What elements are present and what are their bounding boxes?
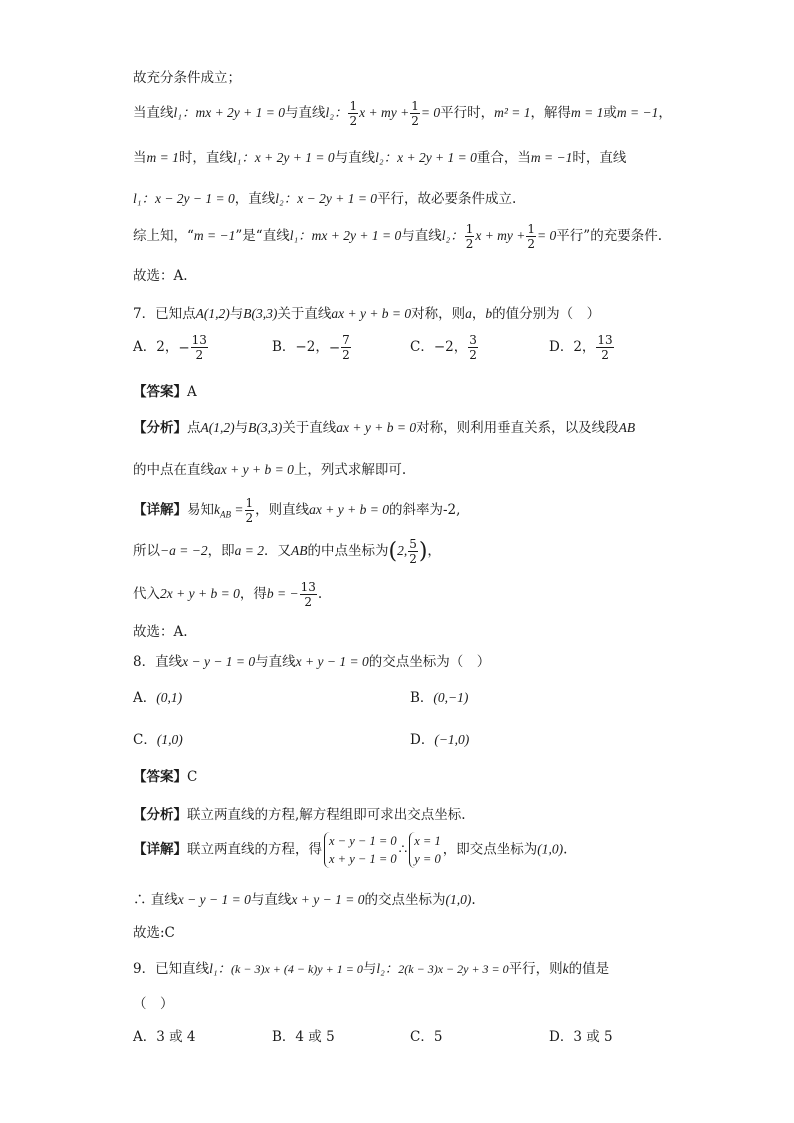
- text: .: [317, 586, 323, 602]
- math: ：mx + 2y + 1 = 0: [298, 228, 402, 243]
- math: l₁: [289, 228, 299, 243]
- sentence: 故充分条件成立；: [133, 70, 241, 86]
- math: AB: [290, 543, 308, 558]
- text: 平行”的充要条件.: [556, 228, 662, 244]
- math: b: [485, 306, 493, 321]
- analysis-tag: 【分析】: [133, 807, 187, 823]
- math: l₂: [375, 150, 384, 165]
- option-a[interactable]: [133, 686, 182, 706]
- option-text: A．3 或 4: [133, 1029, 196, 1045]
- math: l₁: [232, 150, 242, 165]
- math: ax + y + b = 0: [331, 306, 412, 321]
- answer-conclusion: 故选:C: [133, 925, 175, 941]
- text: ，即: [207, 543, 235, 559]
- denominator: 2: [245, 511, 254, 525]
- text: 与直线: [285, 105, 326, 121]
- math: 2(k − 3)x − 2y + 3 = 0: [398, 962, 509, 976]
- fraction: [596, 334, 613, 361]
- math: ax + y + b = 0: [309, 502, 389, 517]
- text: 与直线: [250, 892, 292, 908]
- fraction: [468, 334, 478, 361]
- fraction: [465, 223, 475, 250]
- detail-row-3: [133, 581, 322, 608]
- question-9: [133, 957, 609, 977]
- answer-blank: （ ）: [133, 996, 174, 1012]
- paren-open: (: [388, 539, 398, 564]
- text: 的斜率为-2,: [388, 502, 461, 518]
- math: x − y − 1 = 0: [177, 892, 251, 907]
- math: m = 1: [146, 150, 179, 165]
- fraction: [408, 538, 418, 565]
- math: (1,0): [445, 892, 472, 907]
- option-value: (0,−1): [433, 690, 469, 705]
- option-text: B．4 或 5: [272, 1029, 335, 1045]
- minus-sign: −: [328, 339, 341, 356]
- math: ：: [333, 105, 348, 120]
- denominator: 2: [601, 348, 609, 362]
- text: 与直线: [334, 150, 376, 166]
- math: l₂: [441, 228, 451, 243]
- detail-tag: 【详解】: [133, 502, 187, 518]
- equation: x + y − 1 = 0: [329, 852, 397, 866]
- text: 的中点坐标为: [307, 543, 389, 559]
- denominator: 2: [527, 237, 536, 251]
- text: 的值是: [568, 961, 610, 977]
- option-label: D．: [410, 732, 435, 748]
- paren-close: ): [418, 539, 428, 564]
- detail-row: [133, 497, 460, 524]
- text: 关于直线: [277, 306, 332, 322]
- math: (k − 3)x + (4 − k)y + 1 = 0: [231, 962, 363, 976]
- fraction: [410, 100, 420, 127]
- math: 2x + y + b = 0: [160, 586, 240, 601]
- denominator: 2: [409, 552, 417, 566]
- text: 当: [133, 150, 147, 166]
- denominator: 2: [304, 595, 313, 609]
- denominator: 2: [342, 348, 350, 362]
- math: m² = 1: [494, 105, 531, 120]
- math: b = −: [266, 586, 299, 601]
- numerator: 13: [597, 333, 613, 347]
- equation-system: [324, 832, 397, 868]
- text: ，解得: [530, 105, 572, 121]
- math: = 0: [537, 228, 557, 243]
- math: m = 1: [571, 105, 604, 120]
- math: B(3,3): [248, 420, 283, 435]
- math: l₂: [325, 105, 334, 120]
- option-text: D．3 或 5: [549, 1029, 613, 1045]
- option-c[interactable]: [410, 1025, 442, 1045]
- fraction: [341, 334, 351, 361]
- math: AB: [618, 420, 636, 435]
- text: 综上知，“: [133, 228, 194, 244]
- numerator: 1: [465, 222, 474, 236]
- fraction: [245, 497, 255, 524]
- text: 联立两直线的方程，得: [187, 841, 322, 858]
- option-label: A．: [133, 690, 157, 706]
- math: ：x + 2y + 1 = 0: [241, 150, 335, 165]
- text: ∴ 直线: [133, 892, 178, 908]
- option-value: (−1,0): [434, 732, 470, 747]
- text: ，即交点坐标为: [442, 841, 538, 858]
- equation: x − y − 1 = 0: [329, 834, 397, 848]
- option-label: C．−2，: [410, 339, 468, 355]
- text: 所以: [133, 543, 160, 559]
- text: 平行时，: [440, 105, 495, 121]
- denominator: 2: [195, 348, 204, 362]
- option-d[interactable]: [410, 728, 469, 748]
- text-line: [133, 187, 516, 207]
- fraction: [300, 581, 317, 608]
- text: 的值分别为（ ）: [492, 306, 601, 322]
- math: l₁: [209, 961, 218, 976]
- math: l₁: [133, 191, 142, 206]
- math: B(3,3): [243, 306, 278, 321]
- numerator: 7: [342, 333, 350, 347]
- math: ：x + 2y + 1 = 0: [383, 150, 477, 165]
- text: 当直线: [133, 105, 174, 121]
- text: 时，直线: [178, 150, 233, 166]
- text: 8．直线: [133, 654, 183, 670]
- text: 代入: [133, 586, 160, 602]
- text-line: [133, 620, 188, 640]
- text: 9．已知直线: [133, 961, 210, 977]
- text: 时，直线: [572, 150, 627, 166]
- text: .: [471, 892, 476, 908]
- text: ，则直线: [255, 502, 310, 518]
- text: .: [563, 841, 568, 858]
- option-value: (1,0): [156, 732, 183, 747]
- math: l₂: [275, 191, 284, 206]
- text: 的交点坐标为（ ）: [368, 654, 491, 670]
- math: a: [465, 306, 472, 321]
- analysis-row-2: [133, 458, 406, 478]
- text: ．又: [263, 543, 291, 559]
- math: 2,: [397, 543, 408, 558]
- text: 与: [362, 961, 377, 977]
- equation: y = 0: [414, 852, 441, 866]
- math: x − y − 1 = 0: [182, 654, 256, 669]
- denominator: 2: [465, 237, 474, 251]
- option-text: C．5: [410, 1029, 443, 1045]
- math: m = −1: [616, 105, 659, 120]
- solution-system: [409, 832, 440, 868]
- option-d[interactable]: [549, 1025, 613, 1045]
- fraction: [348, 100, 358, 127]
- math: x + my +: [475, 228, 526, 243]
- text-line: [133, 66, 241, 86]
- text: ，: [658, 105, 672, 121]
- numerator: 1: [245, 496, 254, 510]
- math: ：: [217, 961, 232, 976]
- answer-row: [133, 765, 197, 785]
- math: x + y − 1 = 0: [295, 654, 369, 669]
- text: ，直线: [234, 191, 276, 207]
- text-line: [133, 264, 188, 284]
- detail-row-2: [133, 538, 441, 565]
- math: a = 2: [234, 543, 264, 558]
- math: A(1,2): [200, 420, 235, 435]
- text: 7．已知点: [133, 306, 196, 322]
- text: 上，列式求解即可.: [293, 462, 407, 478]
- denominator: 2: [411, 114, 419, 128]
- answer-conclusion: 故选：A.: [133, 624, 188, 640]
- math: ：x − 2y + 1 = 0: [283, 191, 378, 206]
- answer-row: [133, 380, 197, 400]
- answer-tag: 【答案】: [133, 769, 187, 785]
- numerator: 13: [191, 333, 207, 347]
- option-b[interactable]: [272, 334, 352, 361]
- analysis-row: [133, 803, 466, 823]
- math: k: [214, 502, 220, 517]
- math: l₁: [173, 105, 182, 120]
- math: l₂: [376, 961, 385, 976]
- text: 点: [187, 420, 201, 436]
- math: A(1,2): [195, 306, 230, 321]
- numerator: 1: [411, 99, 419, 113]
- answer-tag: 【答案】: [133, 384, 187, 400]
- numerator: 1: [349, 99, 358, 113]
- text: 联立两直线的方程,解方程组即可求出交点坐标.: [187, 807, 466, 823]
- math: (1,0): [537, 841, 564, 857]
- math: =: [231, 502, 244, 517]
- minus-sign: −: [178, 339, 190, 356]
- text: 平行，故必要条件成立.: [377, 191, 517, 207]
- option-c[interactable]: [133, 728, 183, 748]
- fraction: [191, 334, 208, 361]
- option-a[interactable]: [133, 334, 209, 361]
- answer-value: A: [187, 384, 197, 400]
- option-c[interactable]: [410, 334, 479, 361]
- option-label: D．2，: [549, 339, 596, 355]
- option-a[interactable]: [133, 1025, 196, 1045]
- option-label: B．: [410, 690, 434, 706]
- text: 对称，则利用垂直关系，以及线段: [416, 420, 619, 436]
- text: 与直线: [401, 228, 442, 244]
- math: ax + y + b = 0: [336, 420, 417, 435]
- equation: x = 1: [414, 834, 441, 848]
- text: 或: [603, 105, 617, 121]
- numerator: 5: [409, 537, 417, 551]
- text: ”是“直线: [235, 228, 290, 244]
- detail-row: [133, 832, 567, 868]
- option-label: A．2，: [133, 339, 179, 355]
- text-line: [133, 223, 662, 250]
- option-b[interactable]: [272, 1025, 335, 1045]
- text: 与直线: [255, 654, 296, 670]
- denominator: 2: [349, 114, 358, 128]
- text: 与: [234, 420, 249, 436]
- text: ，得: [239, 586, 267, 602]
- text: 平行，则: [508, 961, 563, 977]
- text: 关于直线: [282, 420, 337, 436]
- denominator: 2: [469, 348, 477, 362]
- text: 的中点在直线: [133, 462, 214, 478]
- math: = 0: [420, 105, 441, 120]
- math: −a = −2: [160, 543, 208, 558]
- numerator: 3: [469, 333, 477, 347]
- math: m = −1: [193, 228, 236, 243]
- text-line: [133, 921, 175, 941]
- option-label: C．: [133, 732, 157, 748]
- text: 对称，则: [411, 306, 466, 322]
- option-value: (0,1): [156, 690, 183, 705]
- text: ，: [427, 543, 441, 559]
- subscript: AB: [220, 509, 231, 520]
- question-7: [133, 302, 600, 322]
- math: k: [562, 961, 569, 976]
- math: ：: [450, 228, 464, 243]
- math: x + my +: [359, 105, 410, 120]
- option-label: B．−2，: [272, 339, 329, 355]
- answer-value: C: [187, 769, 198, 785]
- text: 重合，当: [476, 150, 531, 166]
- question-8: [133, 650, 490, 670]
- math: ：x − 2y − 1 = 0: [141, 191, 235, 206]
- text-line: [133, 146, 626, 166]
- therefore-symbol: ∴: [398, 841, 408, 858]
- option-b[interactable]: [410, 686, 468, 706]
- text-line: [133, 100, 672, 127]
- analysis-tag: 【分析】: [133, 420, 187, 436]
- text: 与: [229, 306, 244, 322]
- math: ：mx + 2y + 1 = 0: [181, 105, 286, 120]
- numerator: 1: [527, 222, 536, 236]
- text-line: [133, 992, 174, 1012]
- option-d[interactable]: [549, 334, 615, 361]
- text: ，: [471, 306, 486, 322]
- text: 的交点坐标为: [364, 892, 446, 908]
- math: ax + y + b = 0: [214, 462, 294, 477]
- detail-tag: 【详解】: [133, 841, 187, 858]
- text: 易知: [187, 502, 214, 518]
- detail-row-2: [133, 888, 476, 908]
- fraction: [526, 223, 536, 250]
- answer-conclusion: 故选：A.: [133, 268, 188, 284]
- numerator: 13: [300, 580, 316, 594]
- math: ：: [384, 961, 399, 976]
- analysis-row: [133, 416, 635, 436]
- math: m = −1: [530, 150, 573, 165]
- math: x + y − 1 = 0: [291, 892, 365, 907]
